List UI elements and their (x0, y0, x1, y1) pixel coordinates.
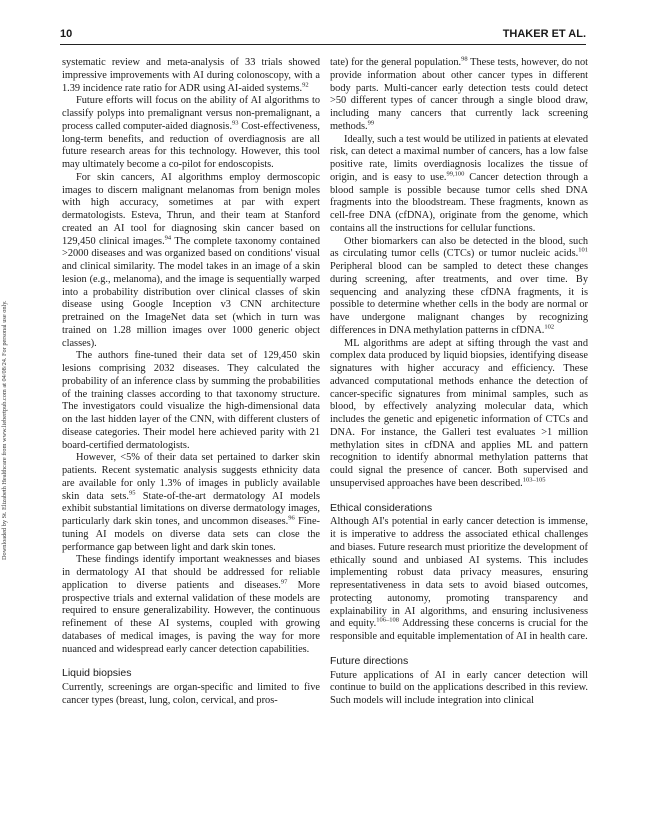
citation[interactable]: 99 (367, 119, 375, 127)
page-number: 10 (60, 28, 73, 40)
paragraph: tate) for the general population.$^{98}$ These tests, however, do not provide information about other cancer types in different body parts. Multi-cancer early detection tests could detect >50 different types of cancer through a single blood draw, including many cancers that currently lack screening methods.$^{99}$ (330, 55, 588, 132)
citation[interactable]: 102 (544, 323, 555, 331)
citation[interactable]: 103–105 (522, 476, 546, 484)
paragraph: For skin cancers, AI algorithms employ dermoscopic images to discern malignant melanomas from benign moles with high accuracy, sometimes at par with expert dermatologists. Esteva, Thrun, and their team at Stanford created an AI tool for diagnosing skin cancer based on 129,450 clinical images.$^{94}$ The complete taxonomy contained >2000 diseases and was organized based on conditions' visual and clinical similarity. The model takes in an image of a skin lesion (e.g., melanoma), and the image is sequentially warped into a probability distribution over clinical classes of skin disease using Google Inception v3 CNN architecture pretrained on the ImageNet data set (which in turn was trained on 1.28 million images over 1000 generic object classes). (62, 171, 320, 349)
section-heading: Ethical considerations (330, 501, 433, 514)
paragraph: However, <5% of their data set pertained to darker skin patients. Recent systematic analysis suggests ethnicity data are available for only 1.3% of images in publicly available skin data sets.$^{95}$ State-of-the-art dermatology AI models exhibit substantial limitations on diverse dermatology images, particularly dark skin tones, and uncommon diseases.$^{96}$ Fine-tuning AI models on diverse data sets can close the performance gap between light and dark skin tones. (62, 452, 320, 553)
citation[interactable]: 95 (128, 489, 136, 497)
paragraph: The authors fine-tuned their data set of 129,450 skin lesions comprising 2032 diseases. They calculated the probability of an inference class by summing the probabilities of the training classes according to that taxonomy structure. The investigators could visualize the high-dimensional data on the last hidden layer of the CNN, with different clusters of disease categories. Their model here achieved parity with 21 board-certified dermatologists. (62, 350, 320, 451)
right-column (330, 57, 588, 708)
citation[interactable]: 94 (164, 234, 172, 242)
citation[interactable]: 96 (288, 514, 295, 522)
running-head: THAKER ET AL. (502, 28, 586, 40)
paragraph: Although AI's potential in early cancer detection is immense, it is imperative to address the associated ethical challenges and biases. Future research must prioritize the development of ethically sound and unbiased AI systems. This includes implementing robust data privacy measures, ensuring representativeness in data sets to avoid biased outcomes, protecting autonomy, promoting transparency and explainability in AI algorithms, and ensuring inclusiveness and equity.$^{106-108}$ Addressing these concerns is crucial for the responsible and equitable implementation of AI in health care. (330, 516, 588, 642)
paragraph: systematic review and meta-analysis of 33 trials showed impressive improvements with AI during colonoscopy, with a 1.39 incidence rate ratio for ADR using AI-aided systems.$^{92}$ (62, 57, 320, 94)
paragraph: Future applications of AI in early cancer detection will continue to build on the applications described in this review. Such models will include integration into clinical (330, 669, 588, 706)
page-header (60, 24, 586, 44)
paragraph: Ideally, such a test would be utilized in patients at elevated risk, can detect a maximal number of cancers, has a low false positive rate, limits overdiagnosis localizes the tissue of origin, and is easy to use.$^{99,100}$ Cancer detection through a blood sample is possible because tumor cells shed DNA fragments into the bloodstream. These fragments, known as cell-free DNA (cfDNA), originate from the genome, which contains all the instructions for cellular functions. (330, 133, 588, 234)
left-column (62, 57, 320, 708)
download-notice (1, 300, 13, 572)
citation[interactable]: 101 (578, 246, 588, 254)
paragraph: These findings identify important weaknesses and biases in dermatology AI that should be addressed for reliable application to diverse patients and diseases.$^{97}$ More prospective trials and external validation of these models are required to ensure generalizability. However, the continuous refinement of these AI systems, coupled with growing databases of medical images, is paving the way for more nuanced and widespread early cancer detection capabilities. (62, 554, 321, 655)
section-heading: Future directions (330, 654, 409, 667)
citation[interactable]: 92 (302, 81, 309, 89)
paragraph: ML algorithms are adept at sifting through the vast and complex data produced by liquid biopsies, identifying disease signatures with higher accuracy and efficiency. These advanced computational methods enhance the detection of cancer-specific signatures from minimal samples, such as blood, by effectively analyzing molecular data, which includes the genetic and epigenetic information of CTCs and DNA. For instance, the Galleri test evaluates >1 million methylation sites in cfDNA and applies ML and pattern recognition to identify abnormal methylation patterns that could signal the presence of cancer. Both supervised and unsupervised approaches have been described.$^{103-105}$ (330, 337, 588, 489)
paragraph: Future efforts will focus on the ability of AI algorithms to classify polyps into premalignant versus non-premalignant, a process called computer-aided diagnosis.$^{93}$ Cost-effectiveness, long-term benefits, and reduction of overdiagnosis are all future research areas for this technology. However, this tool may ultimately become a co-pilot for endoscopists. (62, 95, 320, 170)
paragraph: Currently, screenings are organ-specific and limited to five cancer types (breast, lung, colon, cervical, and pros- (62, 682, 320, 706)
citation[interactable]: 99,100 (446, 170, 465, 178)
download-notice-text: Downloaded by St. Elizabeth Healthcare from www.liebertpub.com at 04/08/24. For personal use only. (1, 300, 8, 560)
header-rule (60, 44, 586, 45)
section-heading: Liquid biopsies (62, 667, 132, 680)
citation[interactable]: 97 (280, 578, 288, 586)
citation[interactable]: 106–108 (376, 616, 399, 624)
citation[interactable]: 93 (232, 119, 239, 127)
citation[interactable]: 98 (461, 55, 468, 63)
paragraph: Other biomarkers can also be detected in the blood, such as circulating tumor cells (CTCs) or tumor nucleic acids.$^{101}$ Peripheral blood can be sampled to detect these changes during screening, after treatments, and over time. By sequencing and analyzing these cfDNA fragments, it is possible to determine whether cells in the body are normal or have undergone malignant changes by recognizing differences in DNA methylation patterns in cfDNA.$^{102}$ (330, 235, 588, 336)
